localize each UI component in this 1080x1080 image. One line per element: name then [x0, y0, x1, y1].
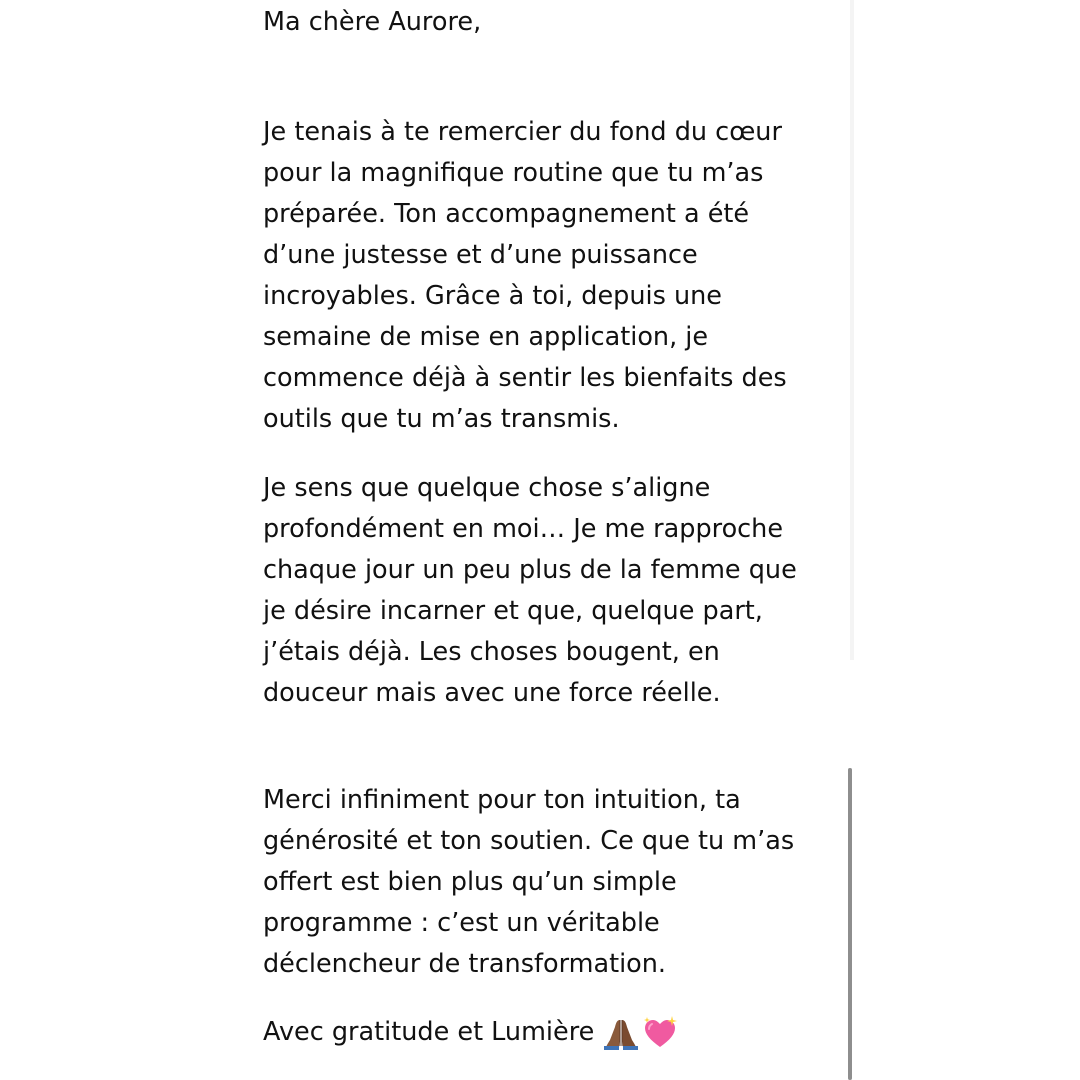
paragraph-1-line: pour la magnifique routine que tu m’as	[263, 158, 764, 188]
folded-hands-icon	[602, 1016, 640, 1050]
scrollbar-track[interactable]	[848, 768, 852, 1080]
paragraph-1-line: Je tenais à te remercier du fond du cœur	[263, 117, 782, 147]
paragraph-1-line: outils que tu m’as transmis.	[263, 404, 620, 434]
page-edge	[850, 0, 854, 660]
paragraph-2-line: profondément en moi… Je me rapproche	[263, 514, 784, 544]
closing-text: Avec gratitude et Lumière	[263, 1017, 595, 1047]
paragraph-2-line: je désire incarner et que, quelque part,	[263, 596, 763, 626]
paragraph-3-line: Merci infiniment pour ton intuition, ta	[263, 785, 741, 815]
paragraph-3-line: programme : c’est un véritable	[263, 908, 660, 938]
paragraph-2-line: douceur mais avec une force réelle.	[263, 678, 721, 708]
paragraph-3-line: offert est bien plus qu’un simple	[263, 867, 677, 897]
paragraph-1-line: commence déjà à sentir les bienfaits des	[263, 363, 787, 393]
paragraph-3-line: générosité et ton soutien. Ce que tu m’as	[263, 826, 795, 856]
salutation: Ma chère Aurore,	[263, 7, 482, 37]
paragraph-3-line: déclencheur de transformation.	[263, 949, 667, 979]
paragraph-1-line: incroyables. Grâce à toi, depuis une	[263, 281, 722, 311]
closing-line	[263, 1012, 678, 1053]
paragraph-1-line: semaine de mise en application, je	[263, 322, 709, 352]
paragraph-1-line: d’une justesse et d’une puissance	[263, 240, 698, 270]
scrollbar-thumb[interactable]	[848, 768, 852, 1080]
sparkling-heart-icon	[642, 1016, 678, 1050]
paragraph-1-line: préparée. Ton accompagnement a été	[263, 199, 750, 229]
paragraph-2-line: j’étais déjà. Les choses bougent, en	[263, 637, 720, 667]
paragraph-2-line: chaque jour un peu plus de la femme que	[263, 555, 797, 585]
paragraph-2-line: Je sens que quelque chose s’aligne	[263, 473, 711, 503]
